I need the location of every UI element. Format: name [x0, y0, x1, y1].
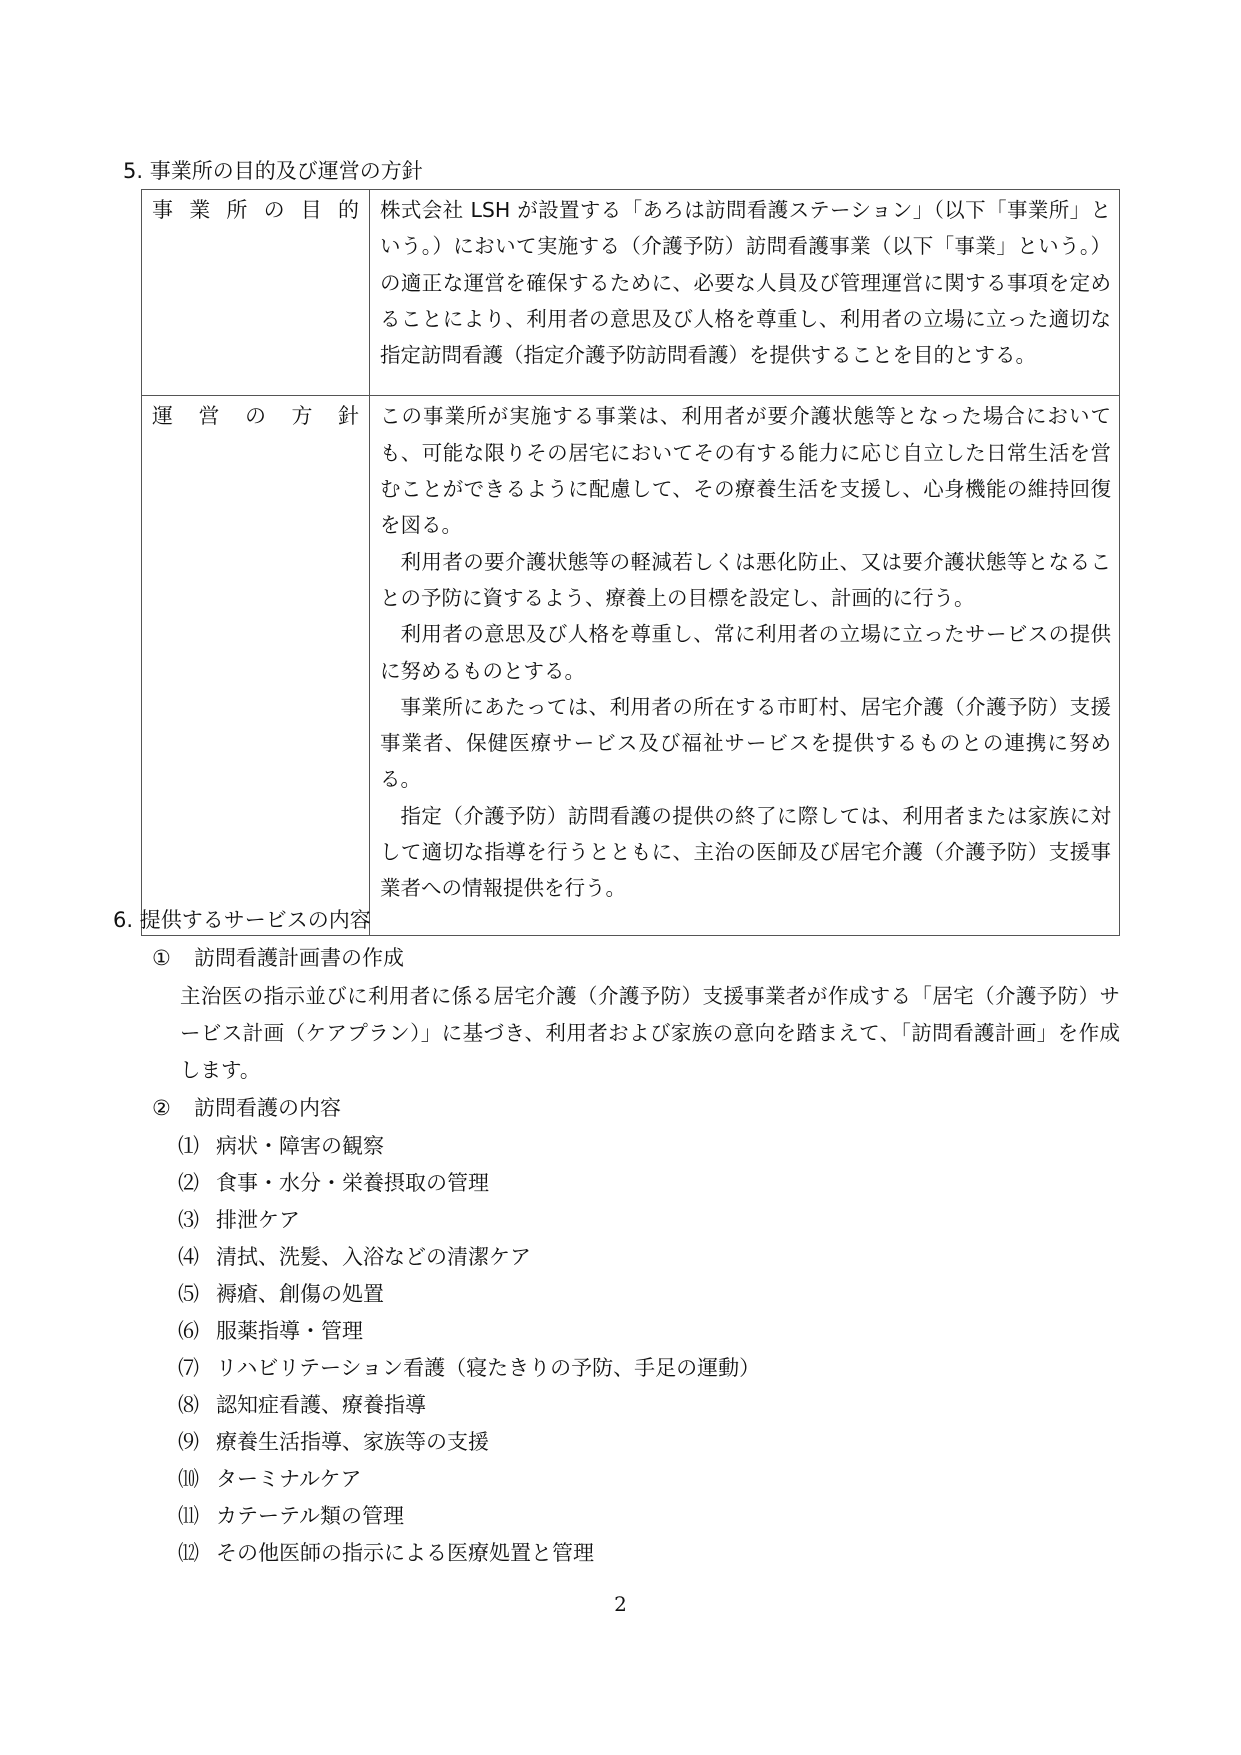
policy-paragraph-1: この事業所が実施する事業は、利用者が要介護状態等となった場合においても、可能な限りその居宅においてその有する能力に応じ自立した日常生活を営むことができるように配慮して、その療養生活を支援し、心身機能の維持回復を図る。	[380, 404, 1111, 538]
item-number: ⑽	[178, 1467, 199, 1491]
list-item	[178, 1205, 300, 1235]
list-item	[178, 1316, 363, 1346]
policy-paragraph-2: 利用者の要介護状態等の軽減若しくは悪化防止、又は要介護状態等となることの予防に資するよう、療養上の目標を設定し、計画的に行う。	[380, 549, 1111, 610]
item-number: ⑹	[178, 1319, 199, 1343]
row-label-policy	[142, 396, 370, 935]
section5-heading: 5. 事業所の目的及び運営の方針	[123, 159, 423, 183]
policy-table	[141, 189, 1120, 936]
item-text: 排泄ケア	[216, 1208, 300, 1232]
item-text: ターミナルケア	[216, 1467, 362, 1491]
sub1-text: 主治医の指示並びに利用者に係る居宅介護（介護予防）支援事業者が作成する「居宅（介護予防）サービス計画（ケアプラン）」に基づき、利用者および家族の意向を踏まえて、「訪問看護計画」を作成します。	[180, 984, 1120, 1082]
sub1-heading	[152, 943, 404, 973]
item-text: 服薬指導・管理	[216, 1319, 363, 1343]
sub1-number: ①	[152, 946, 171, 970]
row-content-policy	[370, 396, 1120, 935]
sub2-title: 訪問看護の内容	[194, 1096, 341, 1120]
list-item	[178, 1353, 760, 1383]
item-text: 清拭、洗髪、入浴などの清潔ケア	[216, 1245, 531, 1269]
row-content-purpose	[370, 190, 1120, 396]
purpose-paragraph: 株式会社 LSH が設置する「あろは訪問看護ステーション」（以下「事業所」という。）において実施する（介護予防）訪問看護事業（以下「事業」という。）の適正な運営を確保するために、必要な人員及び管理運営に関する事項を定めることにより、利用者の意思及び人格を尊重し、利用者の立場に立った適切な指定訪問看護（指定介護予防訪問看護）を提供することを目的とする。	[380, 198, 1111, 368]
item-text: 療養生活指導、家族等の支援	[216, 1430, 489, 1454]
list-item	[178, 1242, 531, 1272]
sub1-title: 訪問看護計画書の作成	[194, 946, 404, 970]
table-row	[142, 190, 1120, 396]
item-number: ⑵	[178, 1171, 199, 1195]
list-item	[178, 1279, 384, 1309]
item-text: 食事・水分・栄養摂取の管理	[216, 1171, 489, 1195]
list-item	[178, 1464, 362, 1494]
item-number: ⑺	[178, 1356, 199, 1380]
list-item	[178, 1501, 404, 1531]
list-item	[178, 1538, 594, 1568]
label-policy-text: 運営の方針	[152, 404, 361, 429]
list-item	[178, 1168, 489, 1198]
item-number: ⑶	[178, 1208, 199, 1232]
item-text: その他医師の指示による医療処置と管理	[216, 1541, 594, 1565]
item-number: ⑷	[178, 1245, 199, 1269]
list-item	[178, 1390, 426, 1420]
label-purpose-text: 事業所の目的	[152, 198, 361, 222]
row-label-purpose	[142, 190, 370, 396]
item-number: ⑻	[178, 1393, 199, 1417]
policy-paragraph-3: 利用者の意思及び人格を尊重し、常に利用者の立場に立ったサービスの提供に努めるものとする。	[380, 622, 1111, 683]
table-row	[142, 396, 1120, 935]
policy-paragraph-4: 事業所にあたっては、利用者の所在する市町村、居宅介護（介護予防）支援事業者、保健医療サービス及び福祉サービスを提供するものとの連携に努める。	[380, 694, 1111, 792]
page-number: 2	[614, 1592, 627, 1616]
policy-paragraph-5: 指定（介護予防）訪問看護の提供の終了に際しては、利用者または家族に対して適切な指導を行うとともに、主治の医師及び居宅介護（介護予防）支援事業者への情報提供を行う。	[380, 803, 1111, 901]
sub2-number: ②	[152, 1096, 171, 1120]
item-text: リハビリテーション看護（寝たきりの予防、手足の運動）	[216, 1356, 761, 1380]
item-number: ⑴	[178, 1134, 199, 1158]
item-number: ⑾	[178, 1504, 199, 1528]
item-number: ⑿	[178, 1541, 199, 1565]
section6-heading: 6. 提供するサービスの内容	[113, 908, 371, 932]
sub2-heading	[152, 1093, 341, 1123]
item-number: ⑸	[178, 1282, 199, 1306]
item-text: 褥瘡、創傷の処置	[216, 1282, 384, 1306]
list-item	[178, 1427, 489, 1457]
list-item	[178, 1131, 384, 1161]
item-number: ⑼	[178, 1430, 199, 1454]
item-text: 認知症看護、療養指導	[216, 1393, 426, 1417]
item-text: 病状・障害の観察	[216, 1134, 384, 1158]
item-text: カテーテル類の管理	[216, 1504, 404, 1528]
